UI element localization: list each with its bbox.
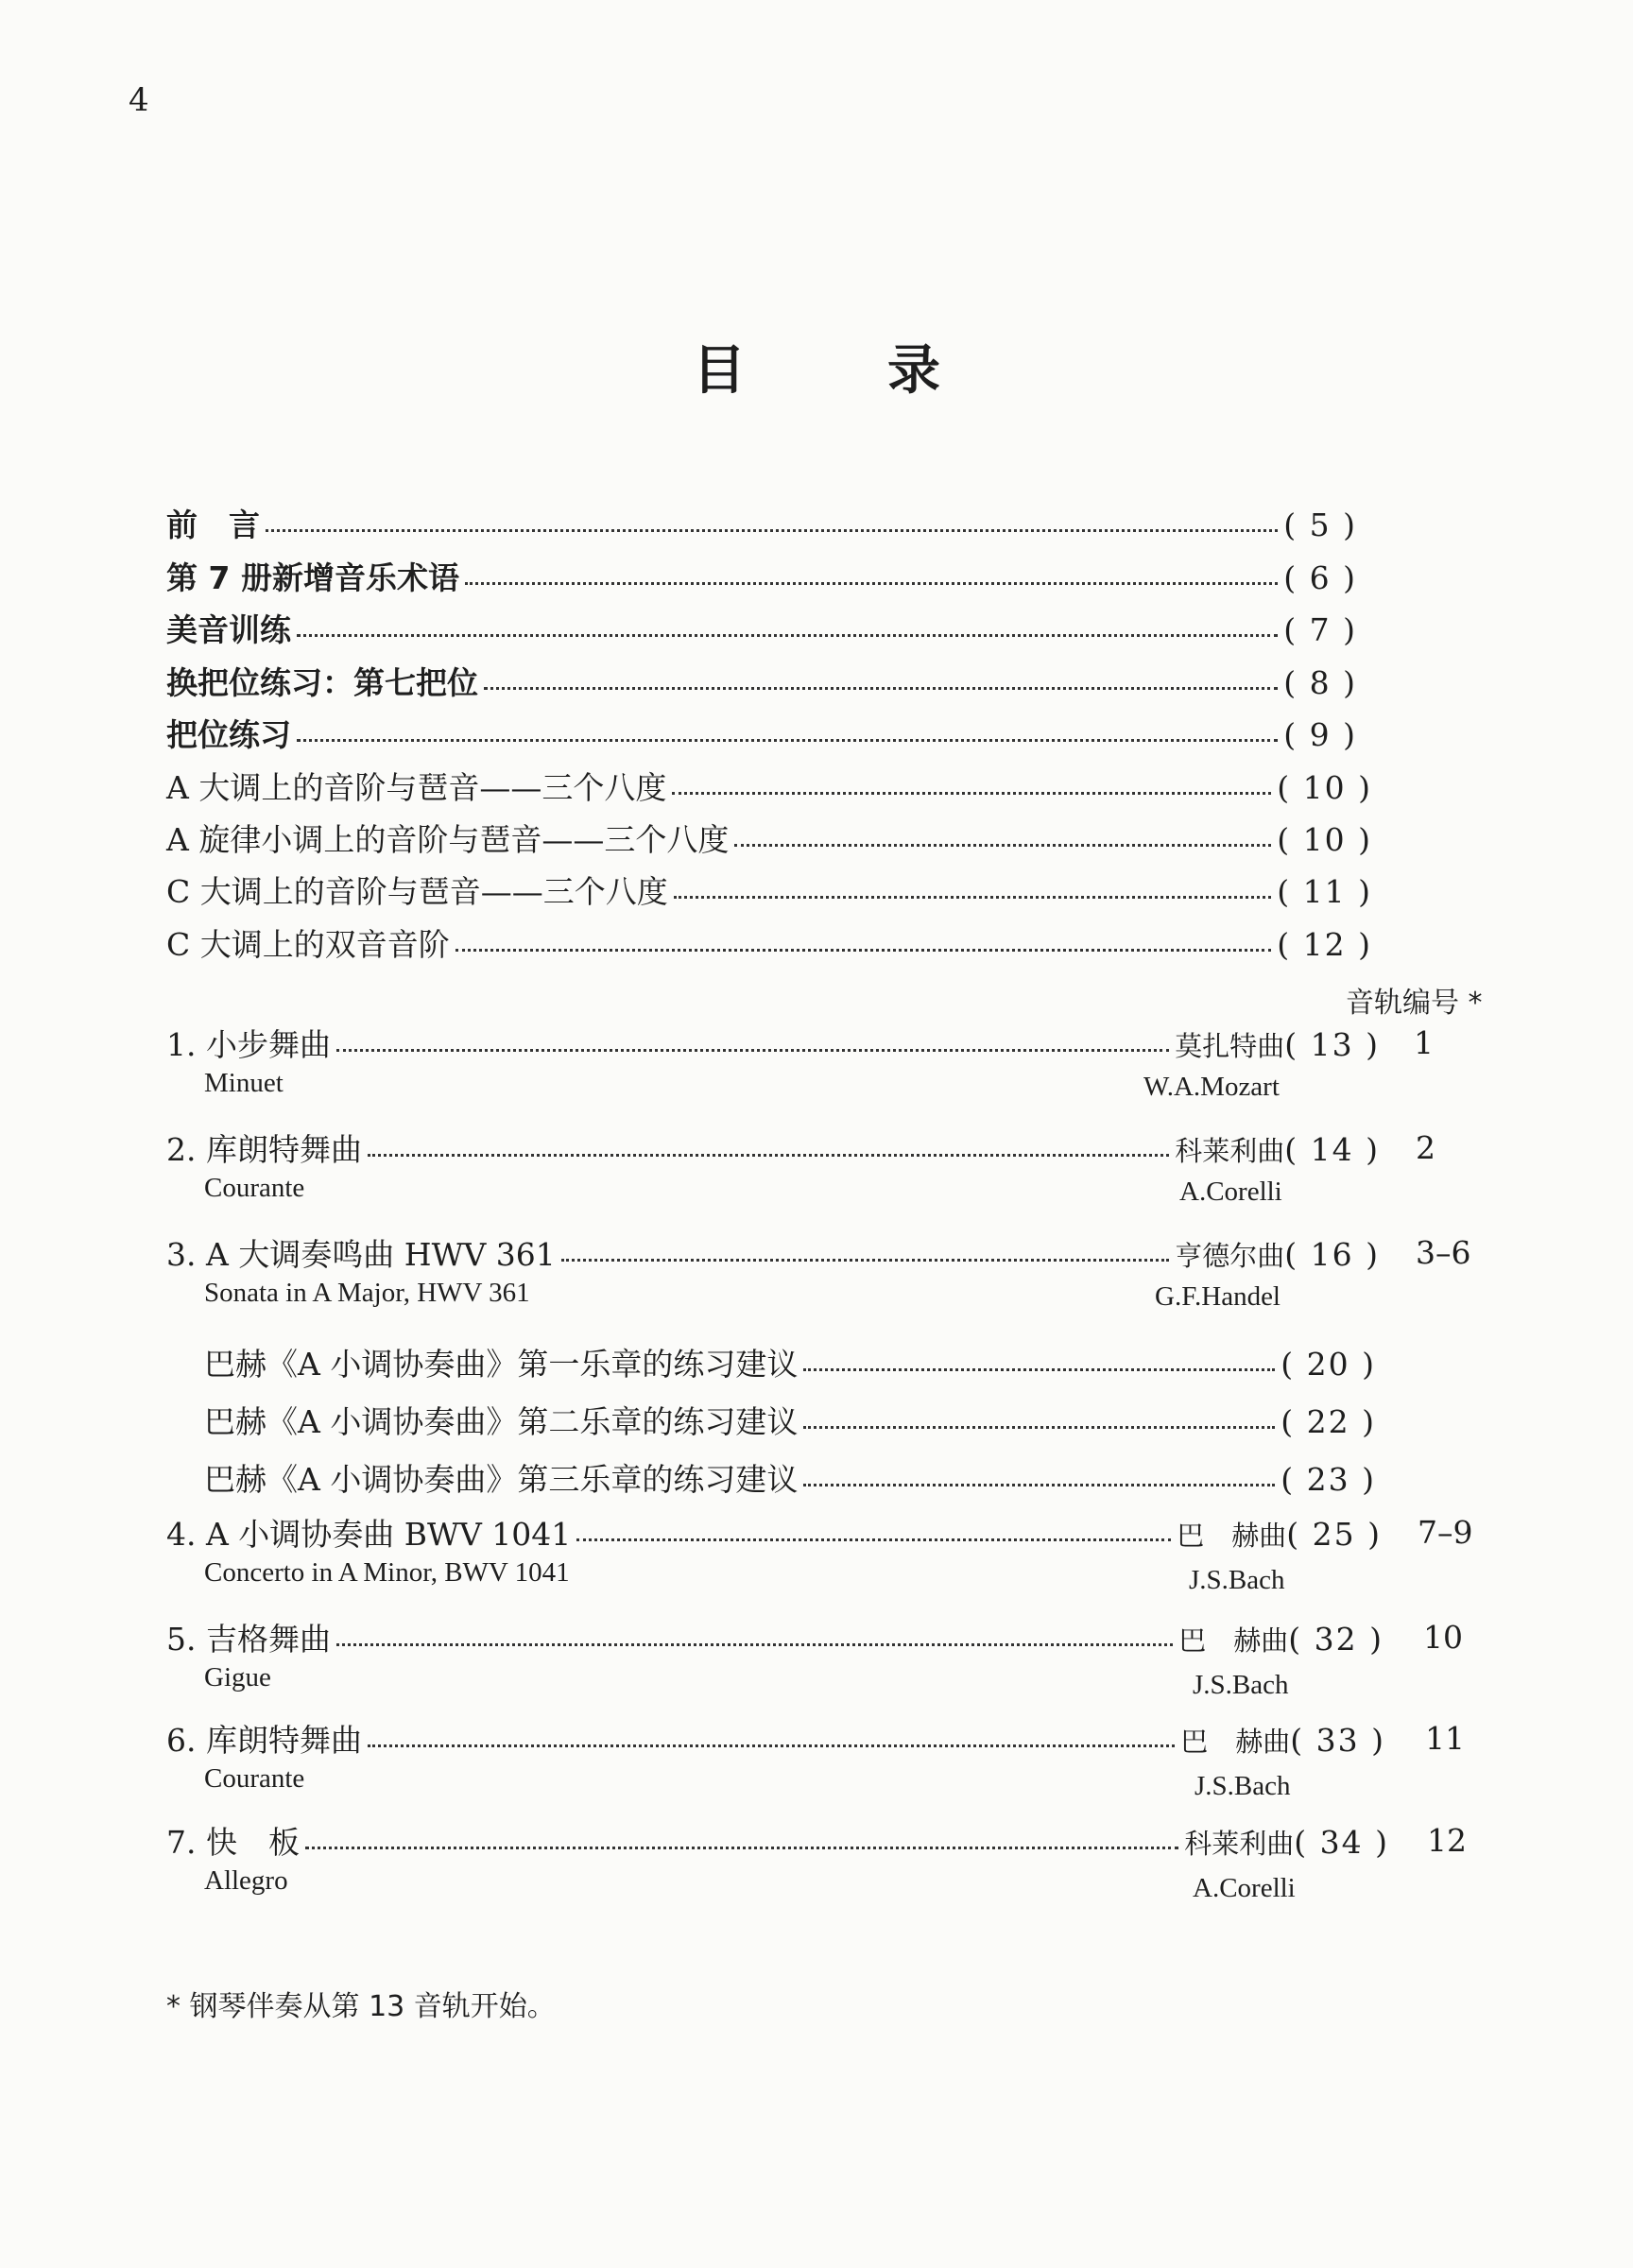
piece-page: ( 34 ) — [1294, 1824, 1389, 1861]
leader-dots — [368, 1744, 1175, 1747]
piece-composer: 科莱利曲 — [1175, 1135, 1285, 1167]
toc-row-page: ( 6 ) — [1283, 559, 1357, 596]
leader-dots — [803, 1484, 1275, 1486]
piece-page: ( 13 ) — [1284, 1026, 1380, 1063]
practice-note-label: 巴赫《A 小调协奏曲》第一乐章的练习建议 — [204, 1346, 799, 1383]
piece-title: 1. 小步舞曲 — [166, 1026, 331, 1063]
leader-dots — [672, 792, 1271, 795]
piece-composer: 巴 赫曲 — [1178, 1624, 1289, 1657]
leader-dots — [368, 1154, 1169, 1157]
toc-row-label: 换把位练习：第七把位 — [166, 664, 478, 701]
toc-row[interactable] — [166, 920, 1372, 965]
leader-dots — [734, 844, 1271, 847]
piece-english-title: Courante — [204, 1763, 305, 1794]
toc-row-page: ( 5 ) — [1283, 507, 1357, 543]
piece-english-title: Allegro — [204, 1865, 288, 1896]
piece-title: 3. A 大调奏鸣曲 HWV 361 — [166, 1236, 556, 1273]
piece-composer-english: J.S.Bach — [1189, 1565, 1285, 1595]
toc-row[interactable] — [166, 606, 1357, 650]
practice-note-label: 巴赫《A 小调协奏曲》第三乐章的练习建议 — [204, 1461, 799, 1498]
toc-row-label: C 大调上的音阶与琶音——三个八度 — [166, 873, 668, 910]
leader-dots — [803, 1368, 1275, 1371]
leader-dots — [297, 739, 1278, 742]
leader-dots — [336, 1049, 1169, 1052]
piece-composer: 莫扎特曲 — [1175, 1030, 1285, 1062]
piece-track-number: 7–9 — [1418, 1514, 1473, 1551]
leader-dots — [266, 529, 1278, 532]
toc-row[interactable] — [166, 764, 1372, 808]
leader-dots — [456, 949, 1272, 952]
piece-title: 5. 吉格舞曲 — [166, 1621, 331, 1658]
piece-english-title: Concerto in A Minor, BWV 1041 — [204, 1557, 570, 1588]
toc-row-label: 美音训练 — [166, 611, 291, 648]
practice-note-page: ( 22 ) — [1281, 1403, 1376, 1440]
toc-row-label: C 大调上的双音音阶 — [166, 926, 450, 963]
toc-row-page: ( 8 ) — [1283, 664, 1357, 701]
piece-title: 4. A 小调协奏曲 BWV 1041 — [166, 1516, 572, 1553]
toc-row[interactable] — [166, 554, 1357, 598]
page-number: 4 — [129, 81, 149, 119]
piece-track-number: 2 — [1416, 1129, 1435, 1166]
piece-composer: 科莱利曲 — [1184, 1828, 1295, 1860]
leader-dots — [297, 634, 1278, 637]
piece-english-title: Courante — [204, 1173, 305, 1203]
practice-note-label: 巴赫《A 小调协奏曲》第二乐章的练习建议 — [204, 1403, 799, 1440]
practice-note-row[interactable] — [204, 1455, 1376, 1500]
piece-composer-english: A.Corelli — [1179, 1177, 1282, 1207]
toc-row[interactable] — [166, 501, 1357, 545]
piece-title: 6. 库朗特舞曲 — [166, 1722, 362, 1759]
piece-page: ( 25 ) — [1286, 1516, 1382, 1553]
toc-row-label: 前 言 — [166, 507, 260, 543]
piece-title: 7. 快 板 — [166, 1824, 300, 1861]
piece-page: ( 14 ) — [1284, 1131, 1380, 1168]
toc-row-label: A 旋律小调上的音阶与琶音——三个八度 — [166, 821, 730, 858]
piece-english-title: Sonata in A Major, HWV 361 — [204, 1278, 530, 1308]
piece-composer-english: W.A.Mozart — [1143, 1072, 1280, 1102]
toc-row[interactable] — [166, 711, 1357, 755]
leader-dots — [336, 1643, 1173, 1646]
practice-note-page: ( 20 ) — [1281, 1346, 1376, 1383]
piece-track-number: 10 — [1423, 1619, 1463, 1656]
leader-dots — [484, 687, 1278, 690]
leader-dots — [561, 1259, 1169, 1262]
toc-row[interactable] — [166, 659, 1357, 703]
toc-row-label: 把位练习 — [166, 716, 291, 753]
piece-composer-english: G.F.Handel — [1155, 1281, 1281, 1312]
track-number-header: 音轨编号 * — [1346, 987, 1483, 1020]
practice-note-page: ( 23 ) — [1281, 1461, 1376, 1498]
toc-row-page: ( 11 ) — [1277, 873, 1372, 910]
practice-note-row[interactable] — [204, 1398, 1376, 1442]
toc-row[interactable] — [166, 816, 1372, 860]
toc-row-page: ( 12 ) — [1277, 926, 1372, 963]
toc-row-page: ( 7 ) — [1283, 611, 1357, 648]
toc-row-page: ( 10 ) — [1277, 821, 1372, 858]
piece-composer: 巴 赫曲 — [1177, 1520, 1287, 1552]
piece-page: ( 33 ) — [1290, 1722, 1385, 1759]
piece-composer-english: J.S.Bach — [1193, 1670, 1289, 1700]
piece-composer: 巴 赫曲 — [1180, 1726, 1291, 1758]
footnote: * 钢琴伴奏从第 13 音轨开始。 — [166, 1990, 556, 2023]
practice-note-row[interactable] — [204, 1340, 1376, 1384]
piece-english-title: Gigue — [204, 1662, 271, 1692]
piece-track-number: 12 — [1427, 1822, 1467, 1859]
page-title: 目录 — [693, 340, 1082, 402]
leader-dots — [803, 1426, 1275, 1429]
piece-track-number: 1 — [1414, 1024, 1434, 1061]
leader-dots — [576, 1538, 1171, 1541]
toc-row-page: ( 9 ) — [1283, 716, 1357, 753]
piece-english-title: Minuet — [204, 1068, 284, 1098]
piece-page: ( 32 ) — [1288, 1621, 1384, 1658]
leader-dots — [305, 1847, 1178, 1849]
toc-row-label: 第 7 册新增音乐术语 — [166, 559, 459, 596]
piece-page: ( 16 ) — [1284, 1236, 1380, 1273]
piece-track-number: 11 — [1425, 1720, 1465, 1757]
piece-composer-english: A.Corelli — [1193, 1873, 1296, 1903]
piece-track-number: 3–6 — [1416, 1234, 1471, 1271]
toc-row-page: ( 10 ) — [1277, 769, 1372, 806]
piece-composer: 亨德尔曲 — [1175, 1240, 1285, 1272]
piece-composer-english: J.S.Bach — [1195, 1771, 1291, 1801]
toc-row-label: A 大调上的音阶与琶音——三个八度 — [166, 769, 667, 806]
piece-title: 2. 库朗特舞曲 — [166, 1131, 362, 1168]
toc-row[interactable] — [166, 868, 1372, 912]
leader-dots — [674, 896, 1272, 899]
leader-dots — [465, 582, 1278, 585]
